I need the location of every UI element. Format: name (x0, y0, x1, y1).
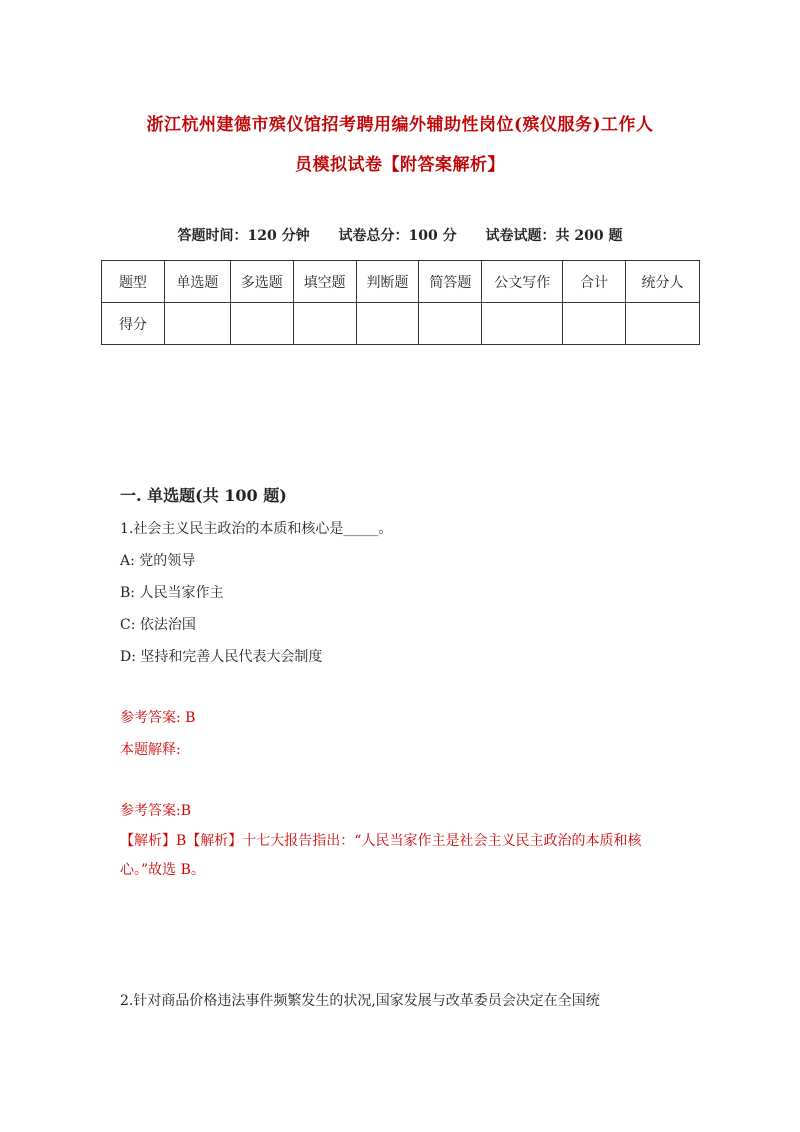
document-title-line-1: 浙江杭州建德市殡仪馆招考聘用编外辅助性岗位(殡仪服务)工作人 (146, 115, 654, 135)
question-1-option-a: A: 党的领导 (120, 553, 196, 569)
question-1-option-c: C: 依法治国 (120, 617, 196, 633)
header-cell-multiple-choice: 多选题 (230, 261, 293, 303)
score-table-header-row (102, 261, 700, 303)
header-cell-true-false: 判断题 (356, 261, 419, 303)
question-1-answer-repeat: 参考答案:B (120, 803, 192, 819)
header-cell-official-writing: 公文写作 (482, 261, 563, 303)
score-cell[interactable] (563, 303, 626, 345)
score-cell[interactable] (293, 303, 356, 345)
header-cell-single-choice: 单选题 (164, 261, 230, 303)
question-1-option-d: D: 坚持和完善人民代表大会制度 (120, 649, 323, 665)
section-heading: 一. 单选题(共 100 题) (120, 486, 287, 505)
score-cell[interactable] (482, 303, 563, 345)
score-table-score-row (102, 303, 700, 345)
header-cell-type: 题型 (102, 261, 165, 303)
score-cell[interactable] (356, 303, 419, 345)
score-cell[interactable] (419, 303, 482, 345)
score-cell[interactable] (230, 303, 293, 345)
score-row-label: 得分 (102, 303, 165, 345)
question-1-stem: 1.社会主义民主政治的本质和核心是_____。 (120, 521, 393, 537)
score-table (101, 260, 700, 345)
document-title-line-2: 员模拟试卷【附答案解析】 (295, 155, 505, 175)
exam-info (100, 225, 700, 245)
question-1-analysis: 【解析】B【解析】十七大报告指出：“人民当家作主是社会主义民主政治的本质和核心。”故选 B。 (120, 833, 642, 878)
score-cell[interactable] (626, 303, 700, 345)
total-score: 试卷总分：100 分 (338, 228, 457, 244)
header-cell-total: 合计 (563, 261, 626, 303)
question-count: 试卷试题：共 200 题 (485, 228, 623, 244)
score-cell[interactable] (164, 303, 230, 345)
question-1-answer: 参考答案: B (120, 710, 196, 726)
header-cell-scorer: 统分人 (626, 261, 700, 303)
exam-time: 答题时间：120 分钟 (177, 228, 310, 244)
question-1-explain-label: 本题解释: (120, 742, 181, 758)
question-1-option-b: B: 人民当家作主 (120, 585, 224, 601)
header-cell-fill-blank: 填空题 (293, 261, 356, 303)
question-2-stem: 2.针对商品价格违法事件频繁发生的状况,国家发展与改革委员会决定在全国统 (120, 993, 600, 1009)
header-cell-short-answer: 简答题 (419, 261, 482, 303)
